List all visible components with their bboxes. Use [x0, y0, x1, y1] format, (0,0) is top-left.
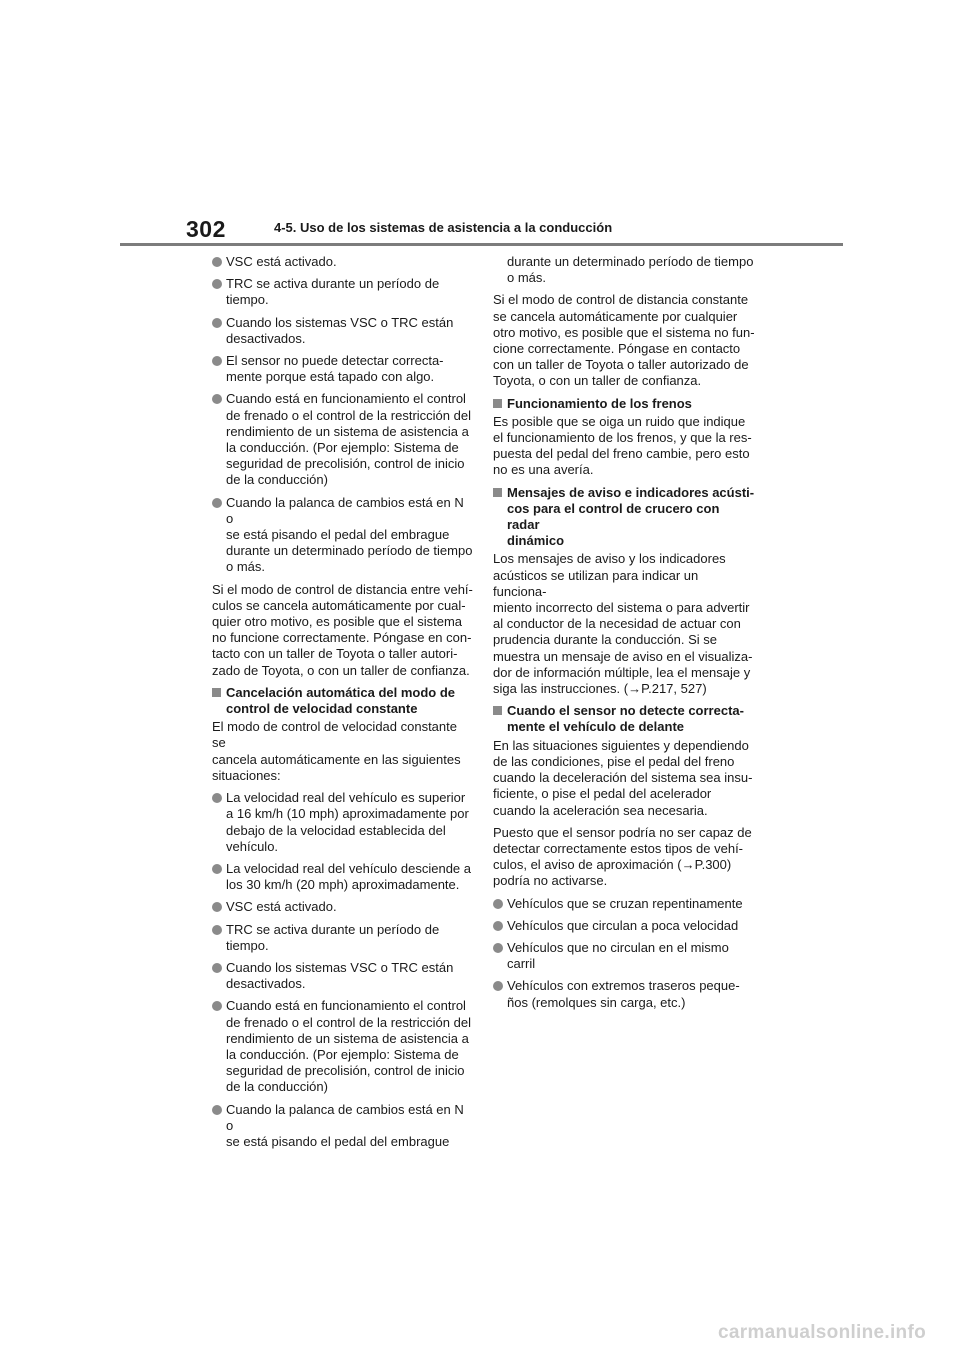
paragraph-text: Si el modo de control de distancia entre vehí- culos se cancela automáticamente por cual- quier otro motivo, es posible que el sistema no funcione correctamente. Póngase en con- tacto con un taller de Toyota o taller autori- zado de Toyota, o con un taller de confianza. — [212, 581, 473, 678]
heading-square-icon — [493, 488, 502, 497]
paragraph — [212, 719, 474, 784]
paragraph — [212, 582, 474, 679]
heading-text: Mensajes de aviso e indicadores acústi- cos para el control de crucero con radar dinámico — [507, 484, 755, 549]
paragraph — [493, 414, 755, 479]
bullet-dot-icon — [493, 943, 503, 953]
bullet-dot-icon — [493, 921, 503, 931]
bullet-dot-icon — [212, 356, 222, 366]
bullet-text: VSC está activado. — [226, 254, 337, 269]
bullet-dot-icon — [212, 279, 222, 289]
bullet-text: Cuando los sistemas VSC o TRC están desactivados. — [226, 959, 454, 992]
bullet-item — [493, 978, 755, 1010]
header-divider — [120, 243, 843, 246]
bullet-item — [212, 315, 474, 347]
bullet-item — [212, 254, 474, 270]
section-heading — [493, 703, 755, 735]
bullet-dot-icon — [212, 318, 222, 328]
bullet-dot-icon — [212, 963, 222, 973]
watermark: carmanualsonline.info — [718, 1322, 926, 1343]
heading-square-icon — [493, 399, 502, 408]
bullet-text: Cuando los sistemas VSC o TRC están desactivados. — [226, 314, 454, 346]
bullet-dot-icon — [212, 925, 222, 935]
bullet-text: La velocidad real del vehículo es superior a 16 km/h (10 mph) aproximadamente por debajo de la velocidad establecida del vehículo. — [226, 790, 469, 854]
bullet-item — [212, 861, 474, 893]
bullet-dot-icon — [212, 793, 222, 803]
bullet-continuation — [493, 254, 755, 286]
paragraph — [493, 551, 755, 697]
bullet-text: durante un determinado período de tiempo o más. — [507, 254, 754, 286]
bullet-item — [212, 495, 474, 576]
bullet-text: La velocidad real del vehículo desciende a los 30 km/h (20 mph) aproximadamente. — [226, 860, 472, 893]
section-heading — [493, 485, 755, 550]
bullet-text: VSC está activado. — [226, 899, 337, 915]
section-heading — [493, 396, 755, 412]
bullet-dot-icon — [493, 981, 503, 991]
bullet-item — [493, 896, 755, 912]
heading-text: Cuando el sensor no detecte correcta- mente el vehículo de delante — [507, 703, 744, 735]
page-header — [186, 216, 846, 244]
heading-square-icon — [212, 688, 221, 697]
bullet-item — [493, 918, 755, 934]
bullet-text: El sensor no puede detectar correcta- mente porque está tapado con algo. — [226, 353, 444, 385]
right-column — [493, 254, 755, 1017]
paragraph-text: Los mensajes de aviso y los indicadores acústicos se utilizan para indicar un funciona- miento incorrecto del sistema o para advertir al conductor de la necesidad de actuar con prudencia durante la conducción. Si se muestra un mensaje de aviso en el visualiza- dor de información múltiple, lea el mensaje y siga las instrucciones. (→P.217, 527) — [493, 551, 753, 697]
bullet-text: Vehículos que se cruzan repentinamente — [507, 895, 743, 911]
bullet-item — [212, 391, 474, 488]
bullet-text: Cuando la palanca de cambios está en N o se está pisando el pedal del embrague durante un determinado período de tiempo o más. — [226, 494, 473, 575]
bullet-dot-icon — [212, 257, 222, 267]
section-title: 4-5. Uso de los sistemas de asistencia a la conducción — [274, 220, 613, 235]
bullet-text: Cuando la palanca de cambios está en N o se está pisando el pedal del embrague — [226, 1101, 464, 1149]
bullet-text: TRC se activa durante un período de tiempo. — [226, 276, 440, 308]
bullet-text: Vehículos con extremos traseros peque- ños (remolques sin carga, etc.) — [507, 978, 740, 1010]
bullet-dot-icon — [212, 1001, 222, 1011]
paragraph-text: Es posible que se oiga un ruido que indique el funcionamiento de los frenos, y que la res- puesta del pedal del freno cambie, pero esto no es una avería. — [493, 413, 752, 478]
bullet-item — [212, 1102, 474, 1151]
bullet-dot-icon — [493, 899, 503, 909]
section-heading — [212, 685, 474, 717]
bullet-item — [212, 899, 474, 915]
paragraph-text: Puesto que el sensor podría no ser capaz de detectar correctamente estos tipos de vehí- culos, el aviso de aproximación (→P.300) podría no activarse. — [493, 824, 752, 889]
paragraph — [493, 292, 755, 389]
paragraph-text: Si el modo de control de distancia constante se cancela automáticamente por cualquier otro motivo, es posible que el sistema no fun- cione correctamente. Póngase en contacto con un taller de Toyota o taller autorizado de Toyota, o con un taller de confianza. — [493, 292, 755, 389]
bullet-item — [212, 276, 474, 308]
heading-text: Funcionamiento de los frenos — [507, 395, 692, 411]
paragraph — [493, 825, 755, 890]
bullet-dot-icon — [212, 1105, 222, 1115]
paragraph-text: En las situaciones siguientes y dependiendo de las condiciones, pise el pedal del freno cuando la deceleración del sistema sea insu- ficiente, o pise el pedal del acelerador cuando la aceleración sea necesaria. — [493, 737, 753, 818]
bullet-dot-icon — [212, 864, 222, 874]
bullet-item — [212, 790, 474, 855]
bullet-dot-icon — [212, 498, 222, 508]
bullet-text: Cuando está en funcionamiento el control de frenado o el control de la restricción del rendimiento de un sistema de asistencia a la conducción. (Por ejemplo: Sistema de seguridad de precolisión, control de inicio de la conducción) — [226, 998, 471, 1095]
paragraph — [493, 738, 755, 819]
heading-square-icon — [493, 706, 502, 715]
page-number: 302 — [186, 216, 226, 242]
left-column — [212, 254, 474, 1156]
bullet-dot-icon — [212, 902, 222, 912]
bullet-item — [212, 960, 474, 992]
bullet-item — [212, 922, 474, 954]
bullet-text: TRC se activa durante un período de tiempo. — [226, 921, 440, 953]
bullet-item — [493, 940, 755, 972]
bullet-item — [212, 353, 474, 385]
bullet-text: Vehículos que no circulan en el mismo carril — [507, 939, 729, 972]
heading-text: Cancelación automática del modo de control de velocidad constante — [226, 684, 455, 717]
bullet-dot-icon — [212, 394, 222, 404]
paragraph-text: El modo de control de velocidad constante se cancela automáticamente en las siguientes situaciones: — [212, 719, 461, 783]
bullet-text: Cuando está en funcionamiento el control de frenado o el control de la restricción del rendimiento de un sistema de asistencia a la conducción. (Por ejemplo: Sistema de seguridad de precolisión, control de inicio de la conducción) — [226, 391, 471, 488]
bullet-text: Vehículos que circulan a poca velocidad — [507, 917, 739, 933]
bullet-item — [212, 998, 474, 1095]
